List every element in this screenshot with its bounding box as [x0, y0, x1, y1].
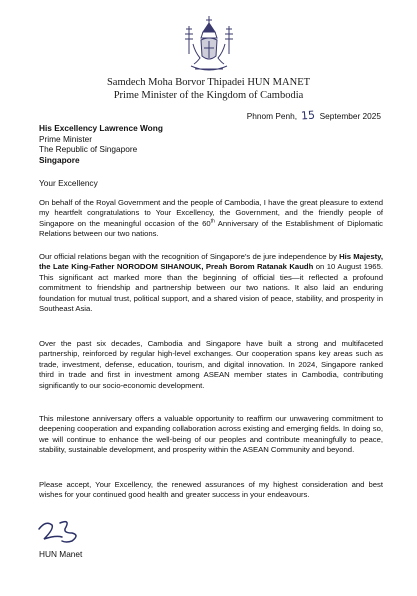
signatory-name: HUN Manet [39, 549, 83, 559]
date-month-year: September 2025 [319, 111, 381, 121]
date-day: 15 [300, 108, 316, 123]
p2-text-b: on 10 August 1965. This significant act marked more than the beginning of official ties—it reflected a profound commitment to friendship and partnership between our two nations. It also laid an enduring foundation for mutual trust, political support, and a shared vision of peace, stability, and prosperity in Southeast Asia. [39, 262, 383, 314]
p1-text-a: On behalf of the Royal Government and the people of Cambodia, I have the great pleasure to extend my heartfelt congratulations to Your Excellency, the Government, and the friendly people of Singapore on the meaningful occasion of the 60 [39, 198, 383, 228]
handwritten-signature [36, 517, 84, 547]
letterhead [0, 76, 417, 102]
paragraph-1 [39, 198, 383, 240]
addressee-org: The Republic of Singapore [39, 144, 138, 155]
letterhead-name: Samdech Moha Borvor Thipadei HUN MANET [106, 77, 311, 88]
p1-text-b: Anniversary of the Establishment of Diplomatic Relations between our two nations. [39, 218, 384, 239]
p2-text-a: Our official relations began with the recognition of Singapore's de jure independence by [39, 252, 340, 261]
paragraph-2 [39, 252, 383, 314]
royal-crest-icon [183, 14, 235, 76]
letterhead-title: Prime Minister of the Kingdom of Cambodia [113, 90, 304, 101]
paragraph-4: This milestone anniversary offers a valuable opportunity to reaffirm our unwavering commitment to deepening cooperation and expanding collaboration across existing and emerging fields. In doing so, we will continue to enhance the well-being of our peoples and contribute meaningfully to peace, stability, sustainable development, and prosperity within the ASEAN Community and beyond. [39, 414, 383, 455]
paragraph-5: Please accept, Your Excellency, the renewed assurances of my highest consideration and best wishes for your continued good health and greater success in your endeavours. [39, 480, 383, 500]
addressee-title: Prime Minister [39, 133, 93, 144]
addressee-block [39, 123, 163, 165]
addressee-name: His Excellency Lawrence Wong [39, 123, 163, 133]
p2-bold-name: His Majesty, the Late King-Father NORODOM SIHANOUK, Preah Borom Ratanak Kaudh [39, 252, 383, 272]
paragraph-3: Over the past six decades, Cambodia and Singapore have built a strong and multifaceted partnership, reinforced by regular high-level exchanges. Our cooperation spans key areas such as trade, investment, defense, education, tourism, and digital innovation. In 2024, Singapore ranked third in trade and first in investment among ASEAN member states in Cambodia, contributing significantly to our socio-economic development. [39, 339, 383, 390]
addressee-country: Singapore [39, 154, 80, 165]
p1-superscript: th [210, 218, 215, 225]
salutation: Your Excellency [39, 178, 98, 188]
date-place: Phnom Penh, [246, 111, 298, 121]
dateline [247, 110, 381, 122]
